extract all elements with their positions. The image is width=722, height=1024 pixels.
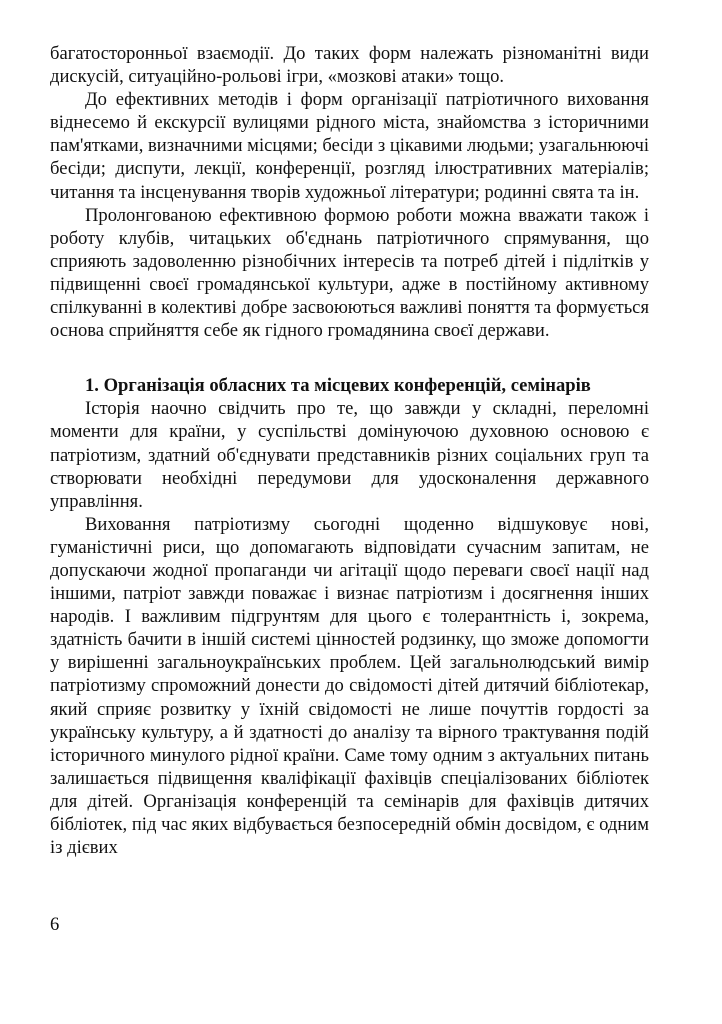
paragraph-1: багатосторонньої взаємодії. До таких форм належать різноманітні види дискусій, ситуаційно-рольові ігри, «мозкові атаки» тощо. (50, 43, 649, 88)
paragraph-2: До ефективних методів і форм організації патріотичного виховання віднесемо й екскурсії вулицями рідного міста, знайомства з історичними пам'ятками, визначними місцями; бесіди з цікавими людьми; узагальнюючі бесіди; диспути, лекції, конференції, розгляд ілюстративних матеріалів; читання та інсценування творів художньої літератури; родинні свята та ін. (50, 89, 649, 203)
page-number: 6 (50, 914, 60, 935)
paragraph-4: Історія наочно свідчить про те, що завжди у складні, переломні моменти для країни, у суспільстві домінуючою духовною основою є патріотизм, здатний об'єднувати представників різних соціальних груп та створювати необхідні передумови для удосконалення державного управління. (50, 398, 649, 512)
page-body (50, 42, 649, 859)
section-title: 1. Організація обласних та місцевих конференцій, семінарів (85, 375, 591, 397)
paragraph-5: Виховання патріотизму сьогодні щоденно відшуковує нові, гуманістичні риси, що допомагають відповідати сучасним запитам, не допускаючи жодної пропаганди чи агітації щодо переваги своєї нації над іншими, патріот завжди поважає і визнає патріотизм і досягнення інших народів. І важливим підгрунтям для цього є толерантність і, зокрема, здатність бачити в іншій системі цінностей родзинку, що зможе допомогти у вирішенні загальноукраїнських проблем. Цей загальнолюдський вимір патріотизму спроможний донести до свідомості дітей дитячий бібліотекар, який сприяє розвитку у їхній свідомості не лише почуттів гордості за українську культуру, а й здатності до аналізу та вірного трактування подій історичного минулого рідної країни. Саме тому одним з актуальних питань залишається підвищення кваліфікації фахівців спеціалізованих бібліотек для дітей. Організація конференцій та семінарів для фахівців дитячих бібліотек, під час яких відбувається безпосередній обмін досвідом, є одним із дієвих (50, 513, 649, 859)
paragraph-3: Пролонгованою ефективною формою роботи можна вважати також і роботу клубів, читацьких об'єднань патріотичного спрямування, що сприяють задоволенню різнобічних інтересів та потреб дітей і підлітків у підвищенні своєї громадянської культури, адже в постійному активному спілкуванні в колективі добре засвоюються важливі поняття та формується основа сприйняття себе як гідного громадянина своєї держави. (50, 204, 649, 342)
